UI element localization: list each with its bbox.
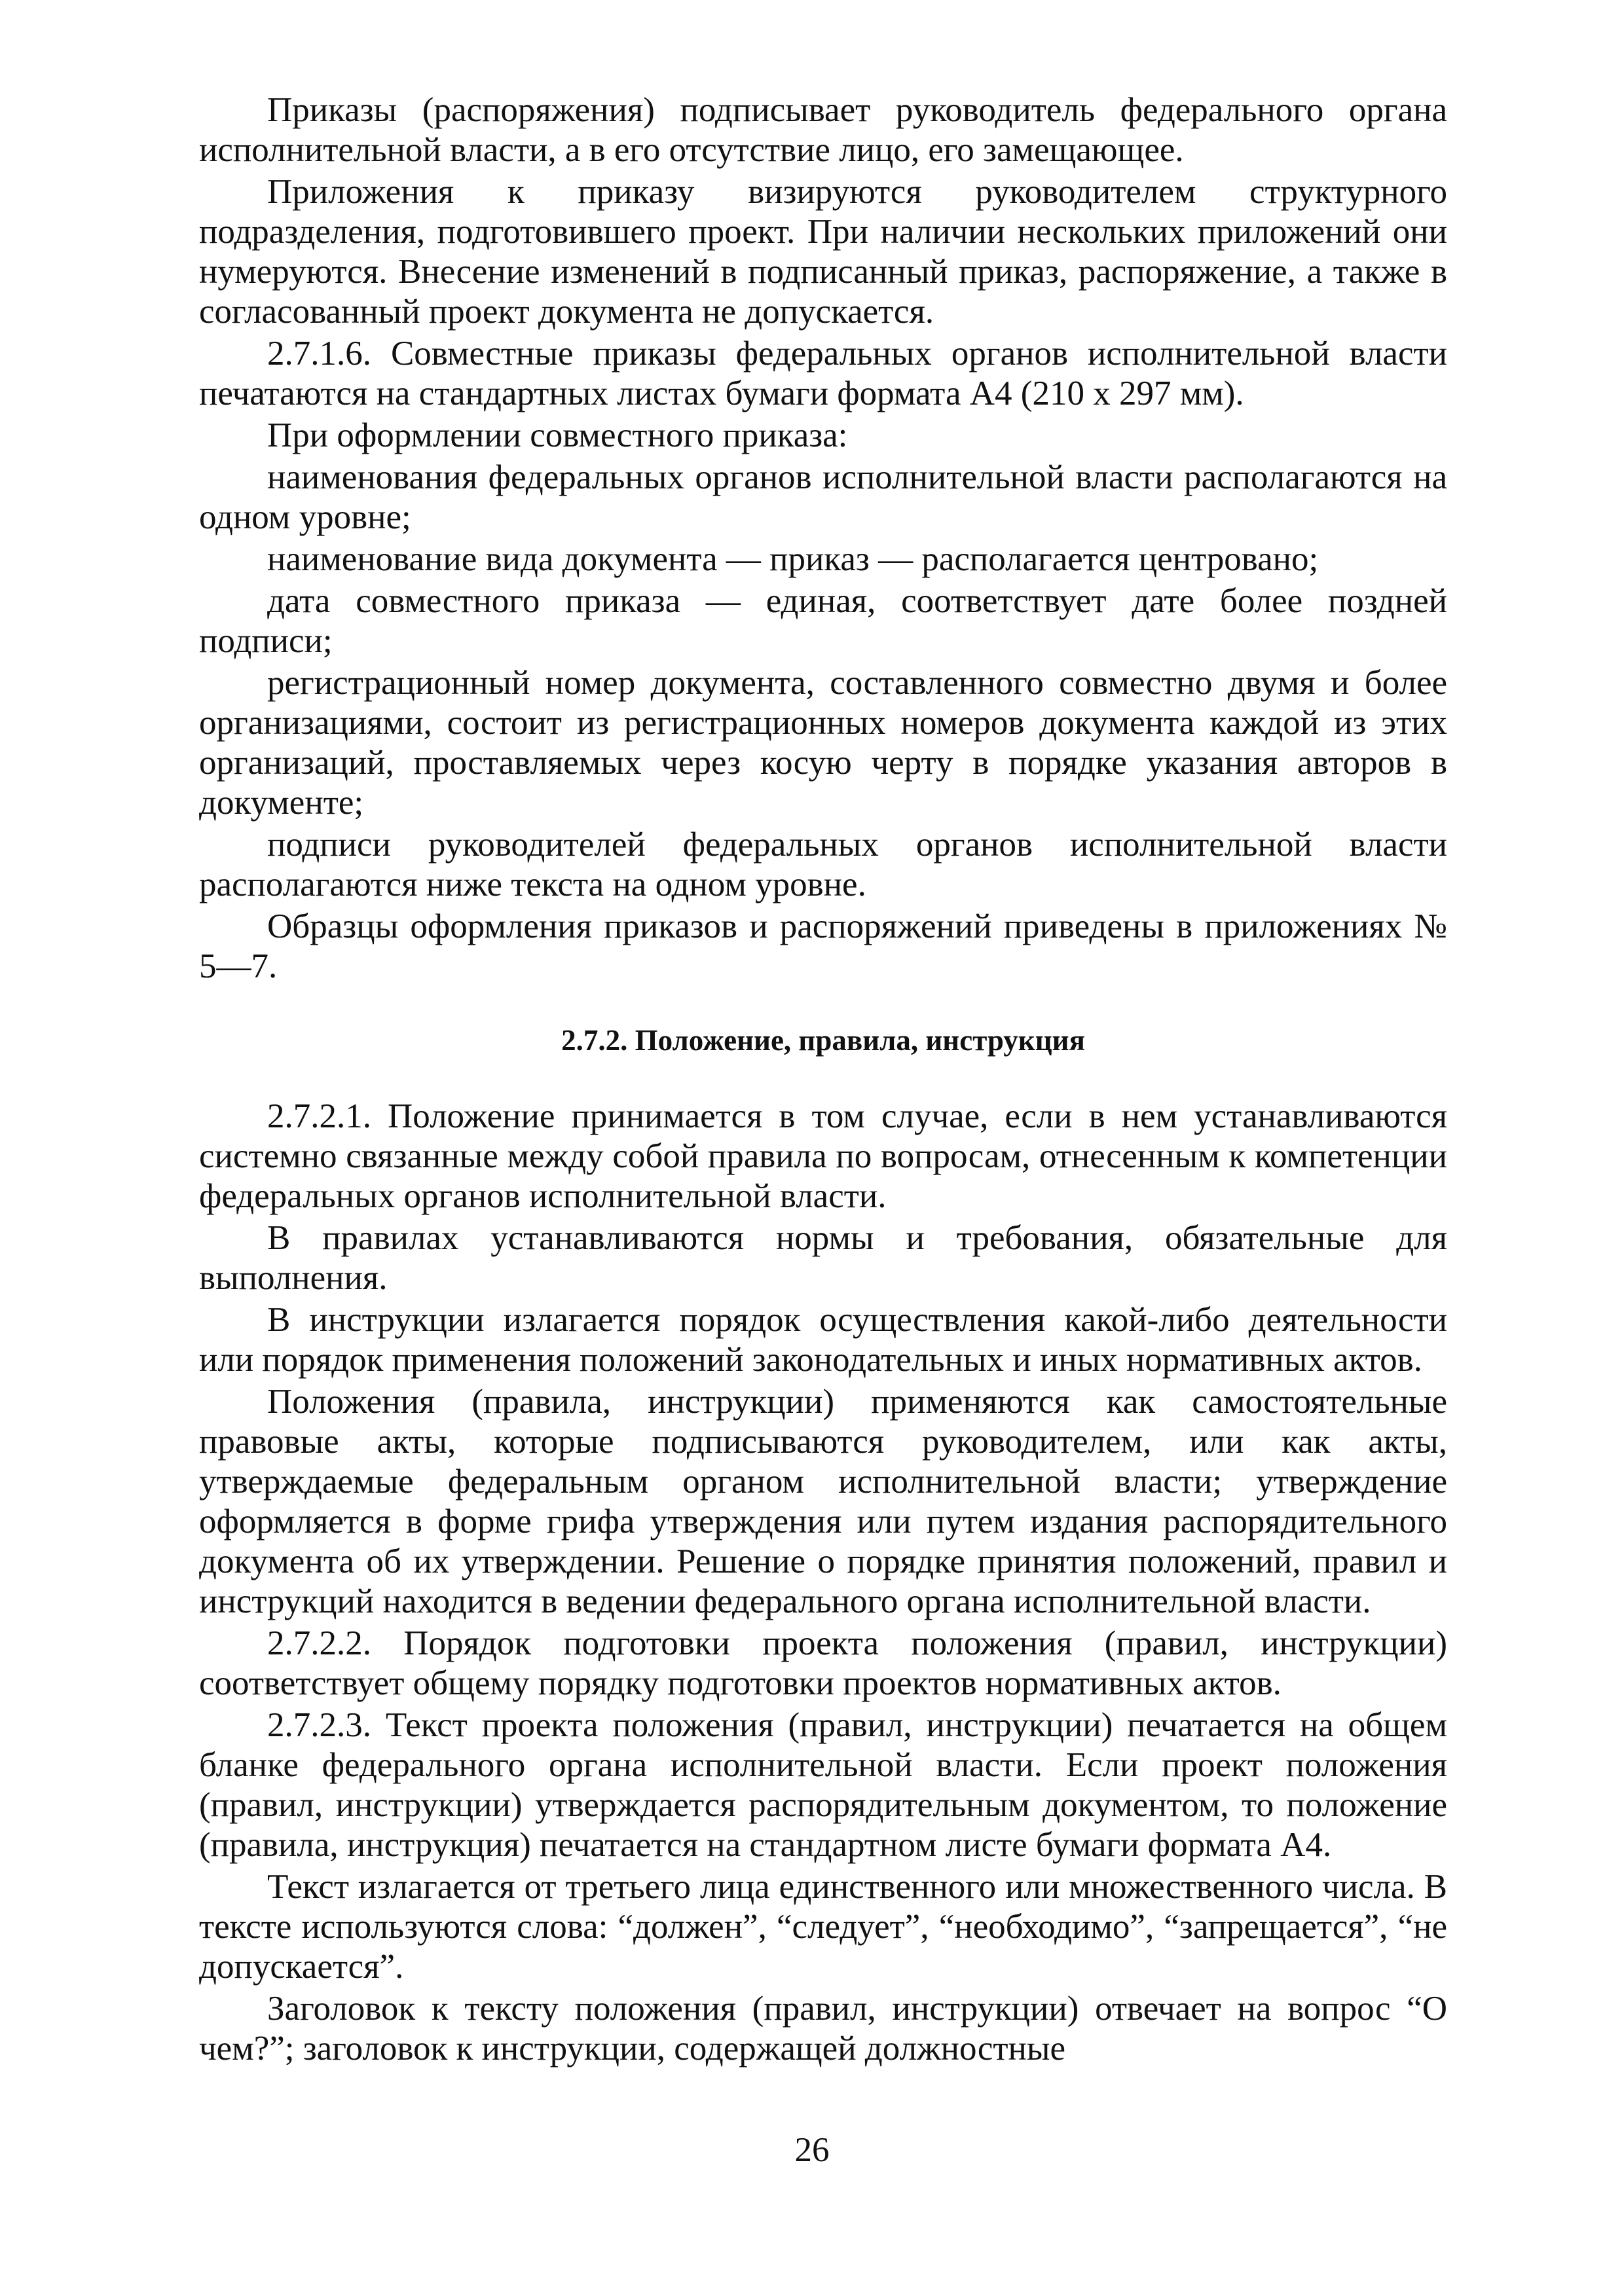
paragraph: 2.7.2.1. Положение принимается в том случае, если в нем устанавливаются системно связанные между собой правила по вопросам, отнесенным к компетенции федеральных органов исполнительной власти. bbox=[199, 1097, 1447, 1215]
paragraph: Образцы оформления приказов и распоряжений приведены в приложениях № 5—7. bbox=[199, 907, 1447, 985]
body-text bbox=[199, 90, 1447, 2071]
paragraph: Заголовок к тексту положения (правил, инструкции) отвечает на вопрос “О чем?”; заголовок к инструкции, содержащей должностные bbox=[199, 1990, 1447, 2068]
list-item: наименования федеральных органов исполнительной власти располагаются на одном уровне; bbox=[199, 458, 1447, 536]
paragraph: 2.7.2.3. Текст проекта положения (правил, инструкции) печатается на общем бланке федерального органа исполнительной власти. Если проект положения (правил, инструкции) утверждается распорядительным документом, то положение (правила, инструкция) печатается на стандартном листе бумаги формата А4. bbox=[199, 1706, 1447, 1864]
list-item: подписи руководителей федеральных органов исполнительной власти располагаются ниже текста на одном уровне. bbox=[199, 826, 1447, 903]
paragraph: При оформлении совместного приказа: bbox=[267, 416, 848, 454]
paragraph: 2.7.2.2. Порядок подготовки проекта положения (правил, инструкции) соответствует общему порядку подготовки проектов нормативных актов. bbox=[199, 1624, 1447, 1702]
paragraph: В инструкции излагается порядок осуществления какой-либо деятельности или порядок применения положений законодательных и иных нормативных актов. bbox=[199, 1301, 1447, 1379]
paragraph: Текст излагается от третьего лица единственного или множественного числа. В тексте используются слова: “должен”, “следует”, “необходимо”, “запрещается”, “не допускается”. bbox=[199, 1868, 1447, 1986]
paragraph: 2.7.1.6. Совместные приказы федеральных органов исполнительной власти печатаются на стандартных листах бумаги формата А4 (210 х 297 мм). bbox=[199, 335, 1447, 412]
section-heading: 2.7.2. Положение, правила, инструкция bbox=[561, 1024, 1085, 1057]
paragraph: Приказы (распоряжения) подписывает руководитель федерального органа исполнительной власти, а в его отсутствие лицо, его замещающее. bbox=[199, 91, 1447, 169]
paragraph: Положения (правила, инструкции) применяются как самостоятельные правовые акты, которые подписываются руководителем, или как акты, утверждаемые федеральным органом исполнительной власти; утверждение оформляется в форме грифа утверждения или путем издания распорядительного документа об их утверждении. Решение о порядке принятия положений, правил и инструкций находится в ведении федерального органа исполнительной власти. bbox=[199, 1383, 1447, 1620]
list-item: регистрационный номер документа, составленного совместно двумя и более организациями, состоит из регистрационных номеров документа каждой из этих организаций, проставляемых через косую черту в порядке указания авторов в документе; bbox=[199, 664, 1447, 822]
list-item: наименование вида документа — приказ — располагается центровано; bbox=[267, 540, 1319, 578]
page-number: 26 bbox=[794, 2131, 830, 2169]
paragraph: Приложения к приказу визируются руководителем структурного подразделения, подготовившего проект. При наличии нескольких приложений они нумеруются. Внесение изменений в подписанный приказ, распоряжение, а также в согласованный проект документа не допускается. bbox=[199, 173, 1447, 331]
paragraph: В правилах устанавливаются нормы и требования, обязательные для выполнения. bbox=[199, 1219, 1447, 1297]
list-item: дата совместного приказа — единая, соответствует дате более поздней подписи; bbox=[199, 582, 1447, 660]
